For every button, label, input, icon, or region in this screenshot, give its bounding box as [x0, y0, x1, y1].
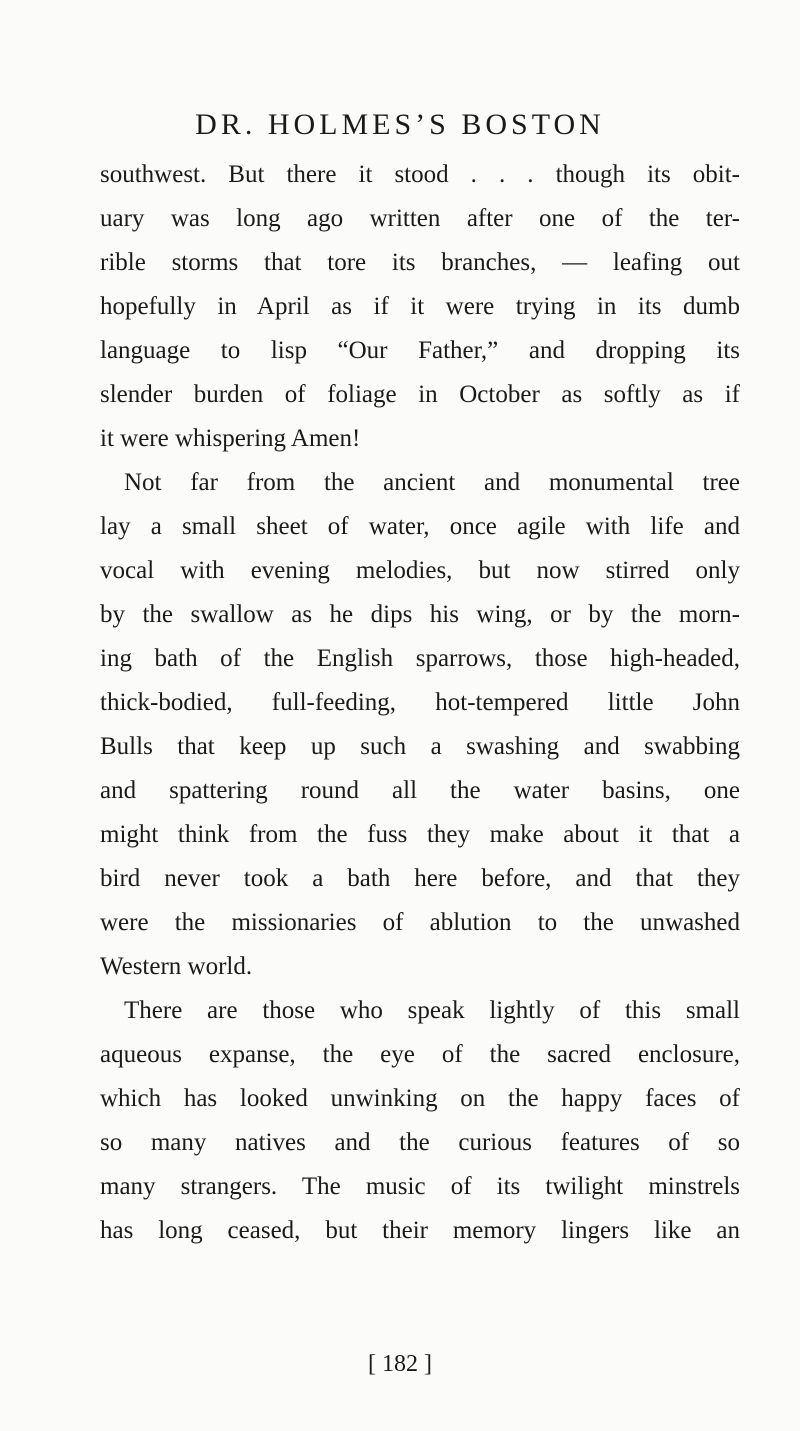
text-line: might think from the fuss they make about it that a: [100, 821, 740, 848]
text-line: Bulls that keep up such a swashing and swabbing: [100, 733, 740, 760]
text-line: slender burden of foliage in October as softly as if: [100, 381, 740, 408]
running-head: DR. HOLMES’S BOSTON: [195, 108, 605, 141]
text-line: were the missionaries of ablution to the unwashed: [100, 909, 740, 936]
text-line: which has looked unwinking on the happy faces of: [100, 1085, 740, 1112]
text-line: vocal with evening melodies, but now stirred only: [100, 557, 740, 584]
text-line: hopefully in April as if it were trying in its dumb: [100, 293, 740, 320]
text-line: Western world.: [100, 953, 253, 980]
text-line: and spattering round all the water basins, one: [100, 777, 740, 804]
text-line: has long ceased, but their memory lingers like an: [100, 1217, 740, 1244]
text-line: Not far from the ancient and monumental tree: [124, 469, 740, 496]
text-line: There are those who speak lightly of this small: [124, 997, 740, 1024]
text-line: many strangers. The music of its twilight minstrels: [100, 1173, 740, 1200]
text-line: bird never took a bath here before, and that they: [100, 865, 740, 892]
text-line: ing bath of the English sparrows, those high-headed,: [100, 645, 740, 672]
text-line: language to lisp “Our Father,” and dropping its: [100, 337, 740, 364]
text-line: it were whispering Amen!: [100, 425, 361, 452]
text-line: by the swallow as he dips his wing, or by the morn-: [100, 601, 740, 628]
text-line: thick-bodied, full-feeding, hot-tempered little John: [100, 689, 740, 716]
text-line: lay a small sheet of water, once agile with life and: [100, 513, 740, 540]
text-line: southwest. But there it stood . . . though its obit-: [100, 161, 740, 188]
text-line: rible storms that tore its branches, — leafing out: [100, 249, 740, 276]
page-number: [ 182 ]: [368, 1351, 432, 1377]
text-line: aqueous expanse, the eye of the sacred enclosure,: [100, 1041, 740, 1068]
text-line: so many natives and the curious features of so: [100, 1129, 740, 1156]
text-line: uary was long ago written after one of the ter-: [100, 205, 740, 232]
body-text: [100, 153, 740, 1253]
